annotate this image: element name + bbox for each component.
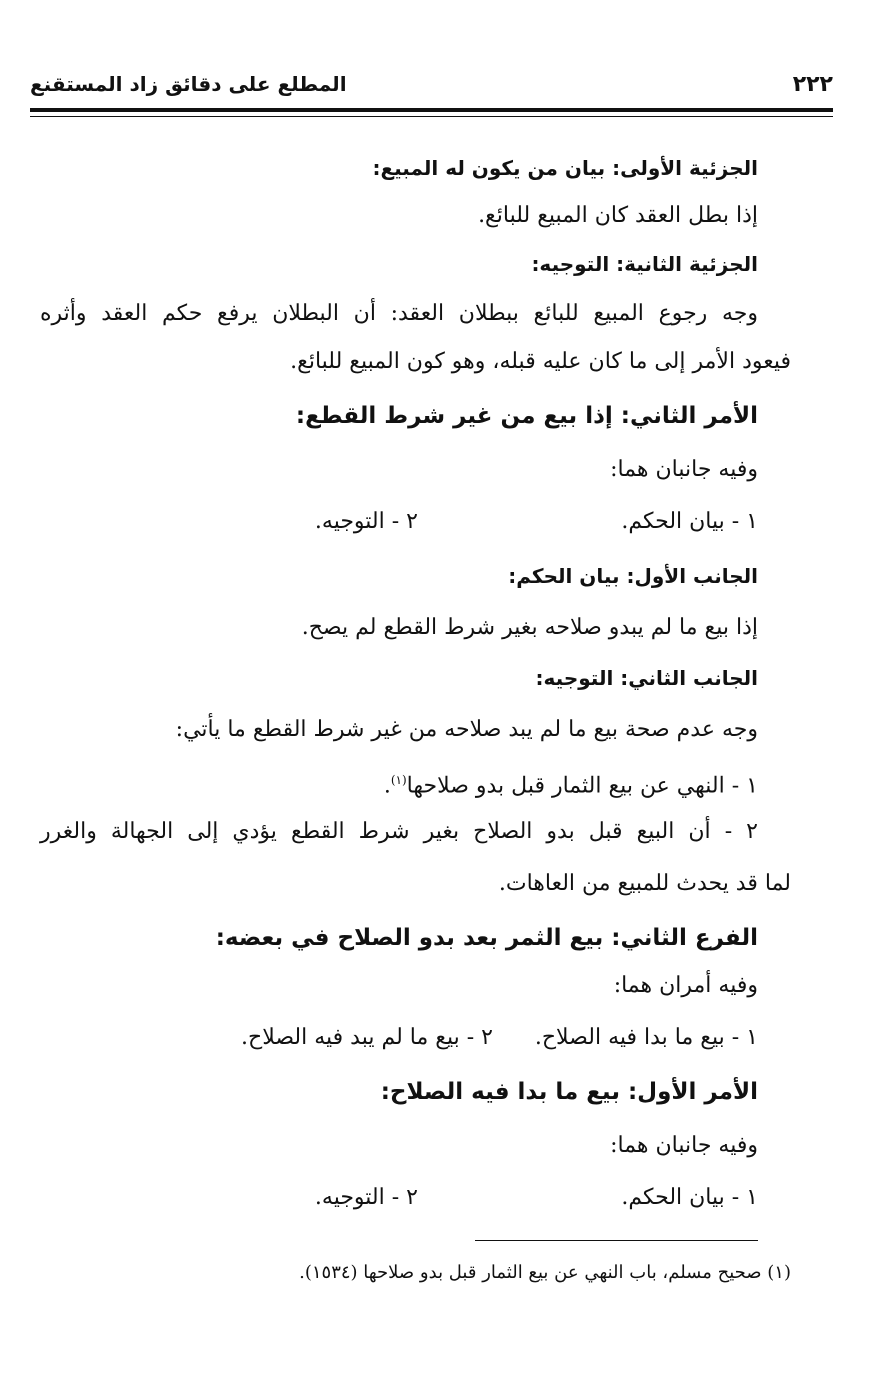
footnote: (١) صحيح مسلم، باب النهي عن بيع الثمار قبل بدو صلاحها (١٥٣٤). [299, 1262, 791, 1283]
paragraph-line: إذا بيع ما لم يبدو صلاحه بغير شرط القطع لم يصح. [301, 615, 758, 640]
page-header [30, 72, 833, 100]
paragraph-line: فيعود الأمر إلى ما كان عليه قبله، وهو كون المبيع للبائع. [290, 349, 791, 374]
subheading-side-one: الجانب الأول: بيان الحكم: [508, 564, 758, 588]
paragraph-line: وفيه جانبان هما: [610, 457, 758, 482]
footnote-separator [475, 1240, 758, 1241]
paragraph-line: وفيه جانبان هما: [610, 1133, 758, 1158]
list-item: ١ - بيان الحكم. [621, 1185, 758, 1210]
paragraph-line: وفيه أمران هما: [613, 973, 758, 998]
paragraph-line: لما قد يحدث للمبيع من العاهات. [498, 871, 791, 896]
subheading-part-two: الجزئية الثانية: التوجيه: [531, 252, 758, 276]
list-item: ٢ - التوجيه. [314, 509, 418, 534]
list-item [384, 764, 758, 802]
section-heading: الأمر الأول: بيع ما بدا فيه الصلاح: [380, 1079, 758, 1105]
list-item-text: ١ - النهي عن بيع الثمار قبل بدو صلاحها [406, 773, 758, 799]
section-heading: الأمر الثاني: إذا بيع من غير شرط القطع: [295, 403, 758, 429]
list-item: ٢ - التوجيه. [314, 1185, 418, 1210]
running-title: المطلع على دقائق زاد المستقنع [30, 72, 347, 96]
footnote-ref: (١) [390, 773, 407, 787]
list-item: ١ - بيع ما بدا فيه الصلاح. [534, 1025, 758, 1050]
header-rule-thin [30, 116, 833, 117]
subheading-part-one: الجزئية الأولى: بيان من يكون له المبيع: [372, 156, 758, 180]
subheading-side-two: الجانب الثاني: التوجيه: [535, 666, 758, 690]
list-item: ٢ - أن البيع قبل بدو الصلاح بغير شرط القطع يؤدي إلى الجهالة والغرر [40, 819, 758, 844]
page-number: ٢٢٢ [792, 72, 833, 97]
paragraph-line: إذا بطل العقد كان المبيع للبائع. [478, 203, 758, 228]
section-heading: الفرع الثاني: بيع الثمر بعد بدو الصلاح في بعضه: [215, 925, 758, 951]
list-item: ١ - بيان الحكم. [621, 509, 758, 534]
list-item: ٢ - بيع ما لم يبد فيه الصلاح. [241, 1025, 493, 1050]
paragraph-line: وجه رجوع المبيع للبائع ببطلان العقد: أن البطلان يرفع حكم العقد وأثره [40, 301, 758, 326]
paragraph-line: وجه عدم صحة بيع ما لم يبد صلاحه من غير شرط القطع ما يأتي: [175, 717, 758, 742]
list-item-end: . [383, 773, 391, 799]
header-rule-thick [30, 108, 833, 112]
